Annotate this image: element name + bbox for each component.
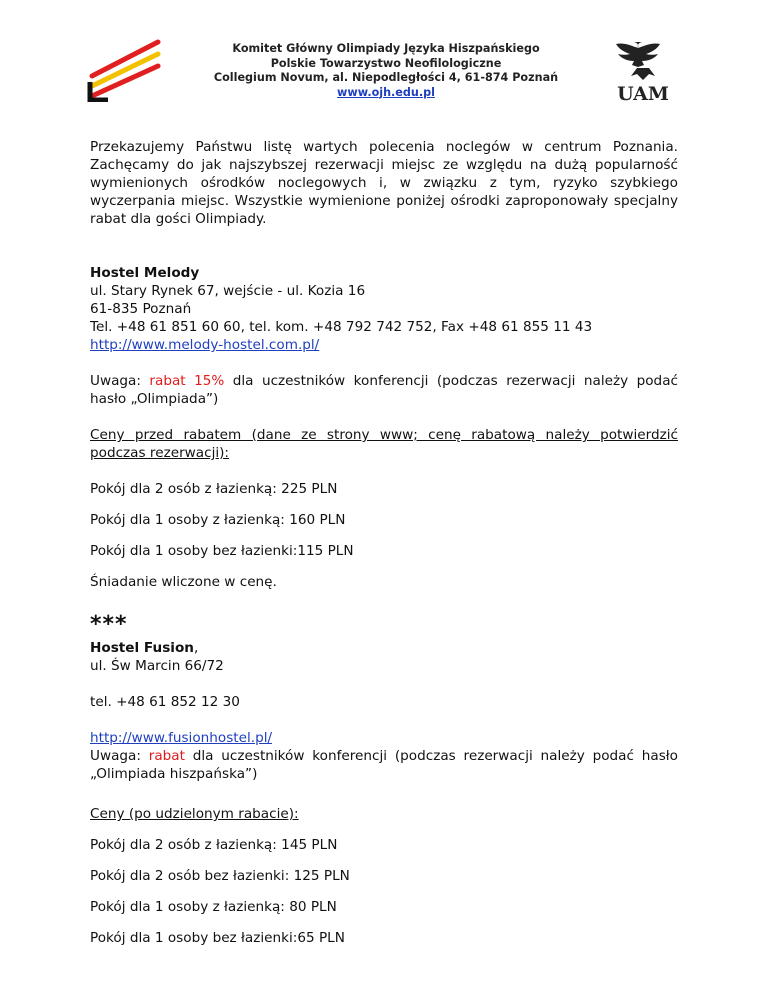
header-line-address: Collegium Novum, al. Niepodległości 4, 61-874 Poznań xyxy=(213,71,559,84)
hostel-fusion-name: Hostel Fusion xyxy=(90,640,194,656)
hostel-melody-price-item: Pokój dla 2 osób z łazienką: 225 PLN xyxy=(90,481,338,497)
hostel-melody-breakfast: Śniadanie wliczone w cenę. xyxy=(90,574,277,590)
header-line-committee: Komitet Główny Olimpiady Języka Hiszpańskiego xyxy=(232,42,540,55)
hostel-melody-discount: rabat 15% xyxy=(149,373,225,389)
intro-paragraph: Przekazujemy Państwu listę wartych polecenia noclegów w centrum Poznania. Zachęcamy do jak najszybszej rezerwacji miejsc ze względu na dużą popularność wymienionych ośrodków noclegowych i, w związku z tym, ryzyko szybkiego wyczerpania miejsc. Wszystkie wymienione poniżej ośrodki zaproponowały specjalny rabat dla gości Olimpiady. xyxy=(90,139,678,227)
hostel-melody-address-street: ul. Stary Rynek 67, wejście - ul. Kozia 16 xyxy=(90,283,366,299)
section-separator: *** xyxy=(90,612,128,637)
uam-logo-text: UAM xyxy=(617,83,669,104)
hostel-melody-address-city: 61-835 Poznań xyxy=(90,301,192,317)
hostel-fusion-note: Uwaga: rabat dla uczestników konferencji (podczas rezerwacji należy podać hasło „Olimpiada hiszpańska”) xyxy=(90,748,678,782)
letterhead xyxy=(180,42,592,100)
hostel-fusion-discount: rabat xyxy=(148,748,185,764)
hostel-fusion-prices-heading: Ceny (po udzielonym rabacie): xyxy=(90,806,299,822)
hostel-melody-price-item: Pokój dla 1 osoby bez łazienki:115 PLN xyxy=(90,543,354,559)
hostel-fusion-price-item: Pokój dla 2 osób bez łazienki: 125 PLN xyxy=(90,868,350,884)
hostel-fusion-phone: tel. +48 61 852 12 30 xyxy=(90,694,240,710)
hostel-fusion-price-item: Pokój dla 1 osoby z łazienką: 80 PLN xyxy=(90,899,337,915)
hostel-melody-note: Uwaga: rabat 15% dla uczestników konferencji (podczas rezerwacji należy podać hasło „Olimpiada”) xyxy=(90,373,678,407)
hostel-fusion-address: ul. Św Marcin 66/72 xyxy=(90,658,224,674)
header-website-link[interactable]: www.ojh.edu.pl xyxy=(337,85,435,99)
hostel-fusion-price-item: Pokój dla 2 osób z łazienką: 145 PLN xyxy=(90,837,338,853)
olympiad-logo xyxy=(86,38,162,102)
hostel-fusion-link[interactable]: http://www.fusionhostel.pl/ xyxy=(90,730,273,746)
hostel-melody-phone: Tel. +48 61 851 60 60, tel. kom. +48 792 742 752, Fax +48 61 855 11 43 xyxy=(90,319,593,335)
document-body xyxy=(90,138,678,947)
uam-eagle-logo xyxy=(612,38,674,104)
header-line-society: Polskie Towarzystwo Neofilologiczne xyxy=(270,56,502,70)
hostel-melody-price-item: Pokój dla 1 osoby z łazienką: 160 PLN xyxy=(90,512,346,528)
hostel-melody-link[interactable]: http://www.melody-hostel.com.pl/ xyxy=(90,337,320,353)
hostel-fusion-name-line: Hostel Fusion, xyxy=(90,640,199,656)
hostel-melody-name: Hostel Melody xyxy=(90,265,200,281)
hostel-melody-prices-heading: Ceny przed rabatem (dane ze strony www; cenę rabatową należy potwierdzić podczas rezerwacji): xyxy=(90,427,678,461)
hostel-fusion-price-item: Pokój dla 1 osoby bez łazienki:65 PLN xyxy=(90,930,345,946)
